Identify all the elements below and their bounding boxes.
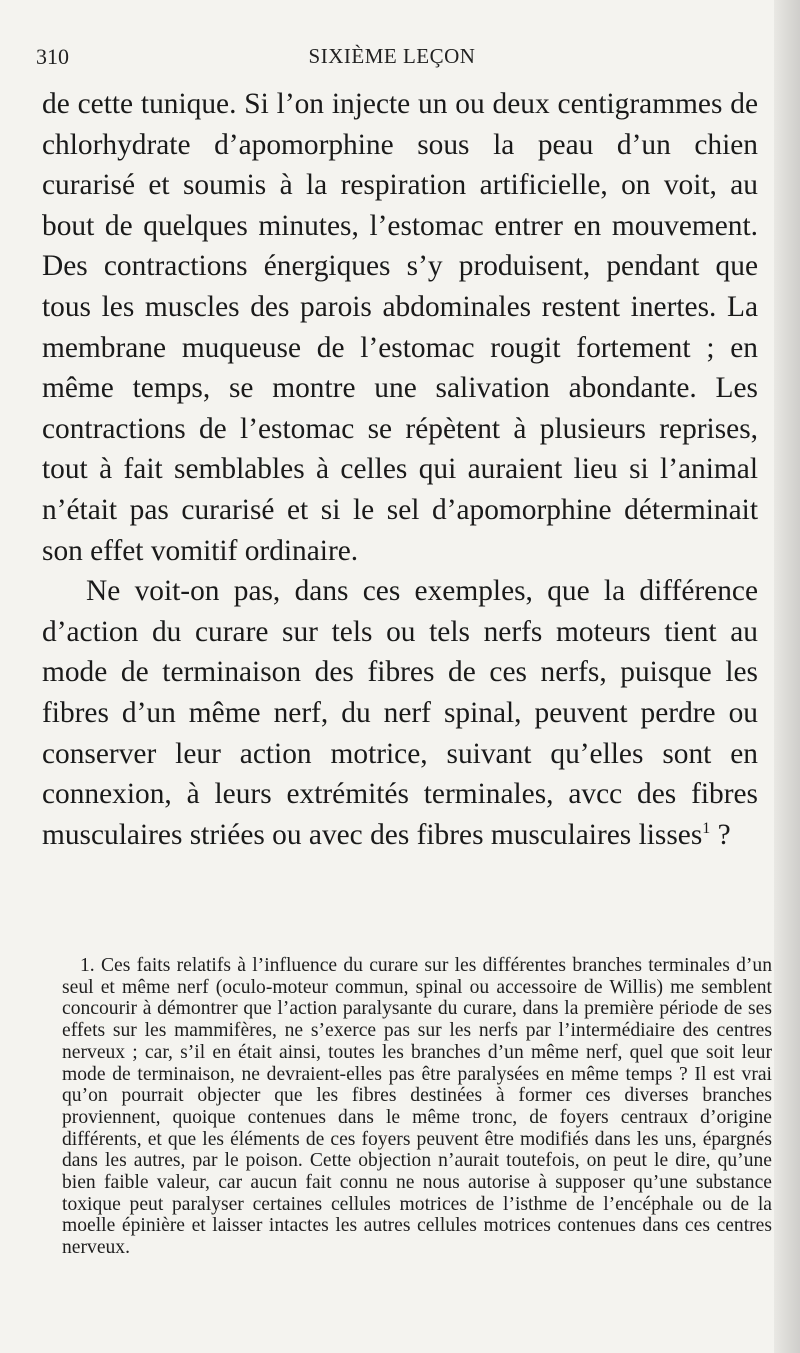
footnote-reference: 1: [702, 819, 711, 837]
paragraph-1: de cette tunique. Si l’on injecte un ou deux centigrammes de chlorhydrate d’apomorphine sous la peau d’un chien curarisé et soumis à la respiration artificielle, on voit, au bout de quelques minutes, l’estomac entrer en mouvement. Des contractions énergiques s’y produisent, pendant que tous les muscles des parois abdominales restent inertes. La membrane muqueuse de l’estomac rougit fortement ; en même temps, se montre une salivation abondante. Les contractions de l’estomac se répètent à plusieurs reprises, tout à fait semblables à celles qui auraient lieu si l’animal n’était pas curarisé et si le sel d’apomorphine déterminait son effet vomitif ordinaire.: [42, 88, 758, 567]
paragraph-2-end: ?: [710, 818, 731, 851]
page-header: [36, 44, 748, 74]
footnote: [62, 955, 772, 1259]
footnote-text: 1. Ces faits relatifs à l’influence du curare sur les différentes branches terminales d’un seul et même nerf (oculo-moteur commun, spinal ou accessoire de Willis) me semblent concourir à démontrer que l’action paralysante du curare, dans la première période de ses effets sur les mammifères, ne s’exerce pas sur les nerfs par l’intermédiaire des centres nerveux ; car, s’il en était ainsi, toutes les branches d’un même nerf, quel que soit leur mode de terminaison, ne devraient-elles pas être paralysées en même temps ? Il est vrai qu’on pourrait objecter que les fibres destinées à former ces diverses branches proviennent, quoique contenues dans le même tronc, de foyers centraux d’origine différents, et que les éléments de ces foyers peuvent être modifiés dans les uns, épargnés dans les autres, par le poison. Cette objection n’aurait toutefois, on peut le dire, qu’une bien faible valeur, car aucun fait connu ne nous autorise à supposer qu’une substance toxique peut paralyser certaines cellules motrices de l’isthme de l’encéphale ou de la moelle épinière et laisser intactes les autres cellules motrices contenues dans ces centres nerveux.: [62, 955, 772, 1259]
page-number: 310: [36, 44, 69, 69]
main-text: [42, 84, 758, 855]
page-edge-shadow: [774, 0, 800, 1353]
paragraph-2-text: Ne voit-on pas, dans ces exemples, que la différence d’action du curare sur tels ou tels nerfs moteurs tient au mode de terminaison des fibres de ces nerfs, puisque les fibres d’un même nerf, du nerf spinal, peuvent perdre ou conserver leur action motrice, suivant qu’elles sont en connexion, à leurs extrémités terminales, avcc des fibres musculaires striées ou avec des fibres musculaires lisses: [42, 575, 758, 851]
paragraph-2: [42, 571, 758, 855]
running-title: SIXIÈME LEÇON: [308, 44, 476, 68]
